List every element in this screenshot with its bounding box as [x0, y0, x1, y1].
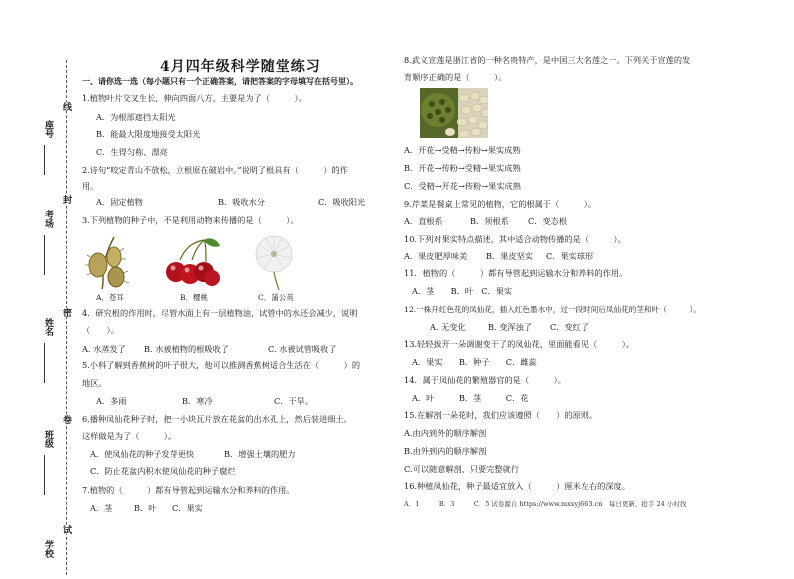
- option[interactable]: A．为根部遮挡太阳光: [96, 112, 176, 122]
- option[interactable]: A. 无变化: [430, 322, 466, 332]
- name-label: 姓名: [43, 318, 53, 336]
- question-7: 7.植物的（ ）都有导管起到运输水分和养料的作用。: [82, 485, 295, 495]
- option[interactable]: C.可以随意解剖，只要完整就行: [404, 464, 520, 474]
- option[interactable]: A．直根系: [404, 216, 443, 226]
- question-16: 16.种植凤仙花，种子最适宜放入（ ）厘米左右的深度。: [404, 481, 630, 491]
- class-label: 班级: [43, 430, 53, 448]
- question-13: 13.轻轻拔开一朵调谢变干了的凤仙花，里面能看见（ ）。: [404, 339, 634, 349]
- option[interactable]: B．叶: [134, 503, 157, 513]
- option[interactable]: B．果皮坚实: [486, 251, 533, 261]
- question-3: 3.下列植物的种子中，不是利用动物来传播的是（ ）。: [82, 215, 299, 225]
- option[interactable]: C．干旱。: [274, 396, 314, 406]
- option[interactable]: A．开花→受精→传粉→果实成熟: [404, 145, 521, 155]
- option[interactable]: A．苍耳: [96, 293, 124, 302]
- question-4: 4．研究根的作用时，尽管水面上有一层植物油，试管中的水还会减少，说明: [82, 308, 358, 318]
- question-11: 11．植物的（ ）都有导管起到运输水分和养料的作用。: [404, 268, 628, 278]
- option[interactable]: A．使凤仙花的种子发芽更快: [90, 449, 195, 459]
- option[interactable]: A．多雨: [96, 396, 127, 406]
- option[interactable]: B．增强土壤的肥力: [224, 449, 296, 459]
- question-2: 2.诗句“咬定青山不放松，立根原在破岩中。”说明了根具有（ ）的作: [82, 165, 348, 175]
- exam-room-field[interactable]: [44, 235, 45, 275]
- seat-number-field[interactable]: [44, 145, 45, 175]
- option[interactable]: B.由外到内的顺序解剖: [404, 446, 487, 456]
- name-field[interactable]: [44, 343, 45, 383]
- option[interactable]: C．吸收阳光: [318, 197, 366, 207]
- option[interactable]: A．果皮肥厚味美: [404, 251, 468, 261]
- option[interactable]: A. 水蒸发了: [82, 344, 126, 354]
- seal-mark: 密: [61, 308, 71, 317]
- option[interactable]: B. 变浑浊了: [488, 322, 532, 332]
- cherry-image: [160, 238, 224, 288]
- option[interactable]: B．须根系: [470, 216, 509, 226]
- option[interactable]: C．蒲公英: [258, 293, 294, 302]
- option[interactable]: A.由内到外的顺序解剖: [404, 428, 487, 438]
- cocklebur-image: [84, 235, 132, 291]
- exam-room-label: 考场: [43, 210, 53, 228]
- question-5-cont: 地区。: [82, 378, 107, 388]
- option-row[interactable]: A．茎 B．叶 C．果实: [412, 286, 513, 296]
- question-6: 6.播种凤仙花种子时，把一小块瓦片放在花盆的出水孔上，然后装进细土。: [82, 414, 352, 424]
- seal-mark: 线: [61, 102, 71, 111]
- option[interactable]: B. 水被植物的根吸收了: [144, 344, 229, 354]
- seal-mark: 封: [61, 195, 71, 204]
- seal-mark: 试: [61, 525, 71, 534]
- question-10: 10.下列对果实特点描述，其中适合动物传播的是（ ）。: [404, 234, 626, 244]
- option[interactable]: B．吸收水分: [218, 197, 265, 207]
- question-6-cont: 这样做是为了（ ）。: [82, 431, 177, 441]
- seat-number-label: 座号: [43, 120, 53, 138]
- seal-mark: 卷: [61, 415, 71, 424]
- option[interactable]: B．开花→传粉→受精→果实成熟: [404, 163, 521, 173]
- question-12: 12.一株开红色花的凤仙花，插入红色墨水中，过一段时间后凤仙花的茎和叶（ ）。: [404, 305, 701, 314]
- option[interactable]: C．防止花盆内积水使凤仙花的种子腐烂: [90, 466, 236, 476]
- question-14: 14．属于凤仙花的繁殖器官的是（ ）。: [404, 375, 566, 385]
- option[interactable]: A．固定植物: [96, 197, 143, 207]
- option[interactable]: A．茎: [90, 503, 113, 513]
- question-15: 15.在解剖一朵花时，我们应该遵照（ ）的原则。: [404, 410, 598, 420]
- option[interactable]: B．寒冷: [182, 396, 213, 406]
- option-row-with-source-note: A．1 B．3 C．5 试卷源自 https://www.mxxyj663.cn 每日更新，抢手 24 小时找: [404, 500, 687, 508]
- question-5: 5.小科了解到香蕉树的叶子很大，他可以推测香蕉树适合生活在（ ）的: [82, 360, 361, 370]
- page-title: 4月四年级科学随堂练习: [160, 59, 321, 75]
- option[interactable]: C．果实: [172, 503, 203, 513]
- lotus-seed-image: [420, 88, 488, 138]
- option[interactable]: C．生得匀称、漂亮: [96, 147, 168, 157]
- question-8: 8.武义宣莲是浙江省的一种名贵特产，是中国三大名莲之一。下列关于宣莲的发: [404, 55, 691, 65]
- binding-strip: [0, 0, 80, 579]
- seal-line: [66, 60, 67, 575]
- question-2-cont: 用。: [82, 181, 99, 191]
- option[interactable]: C．果实球形: [546, 251, 594, 261]
- option[interactable]: C．受精→开花→传粉→果实成熟: [404, 181, 521, 191]
- school-label: 学校: [43, 540, 53, 558]
- option-row[interactable]: A．叶 B．茎 C．花: [412, 393, 529, 403]
- option-row[interactable]: A．果实 B．种子 C．雌蕊: [412, 357, 537, 367]
- option[interactable]: C．变态根: [528, 216, 568, 226]
- question-9: 9.芹菜是餐桌上常见的植物，它的根属于（ ）。: [404, 199, 597, 209]
- option[interactable]: C. 水被试管吸收了: [268, 344, 337, 354]
- question-4-cont: （ ）。: [82, 325, 119, 335]
- option[interactable]: B．能最大限度地接受太阳光: [96, 129, 201, 139]
- section-heading: 一、请你选一选（每小题只有一个正确答案，请把答案的字母填写在括号里）。: [82, 76, 358, 86]
- dandelion-image: [252, 234, 300, 290]
- question-1: 1.植物叶片交叉生长，伸向四面八方，主要是为了（ ）。: [82, 93, 307, 103]
- option[interactable]: B．樱桃: [180, 293, 209, 302]
- question-8-cont: 育顺序正确的是（ ）。: [404, 72, 507, 82]
- class-field[interactable]: [44, 455, 45, 495]
- option[interactable]: C．变红了: [550, 322, 590, 332]
